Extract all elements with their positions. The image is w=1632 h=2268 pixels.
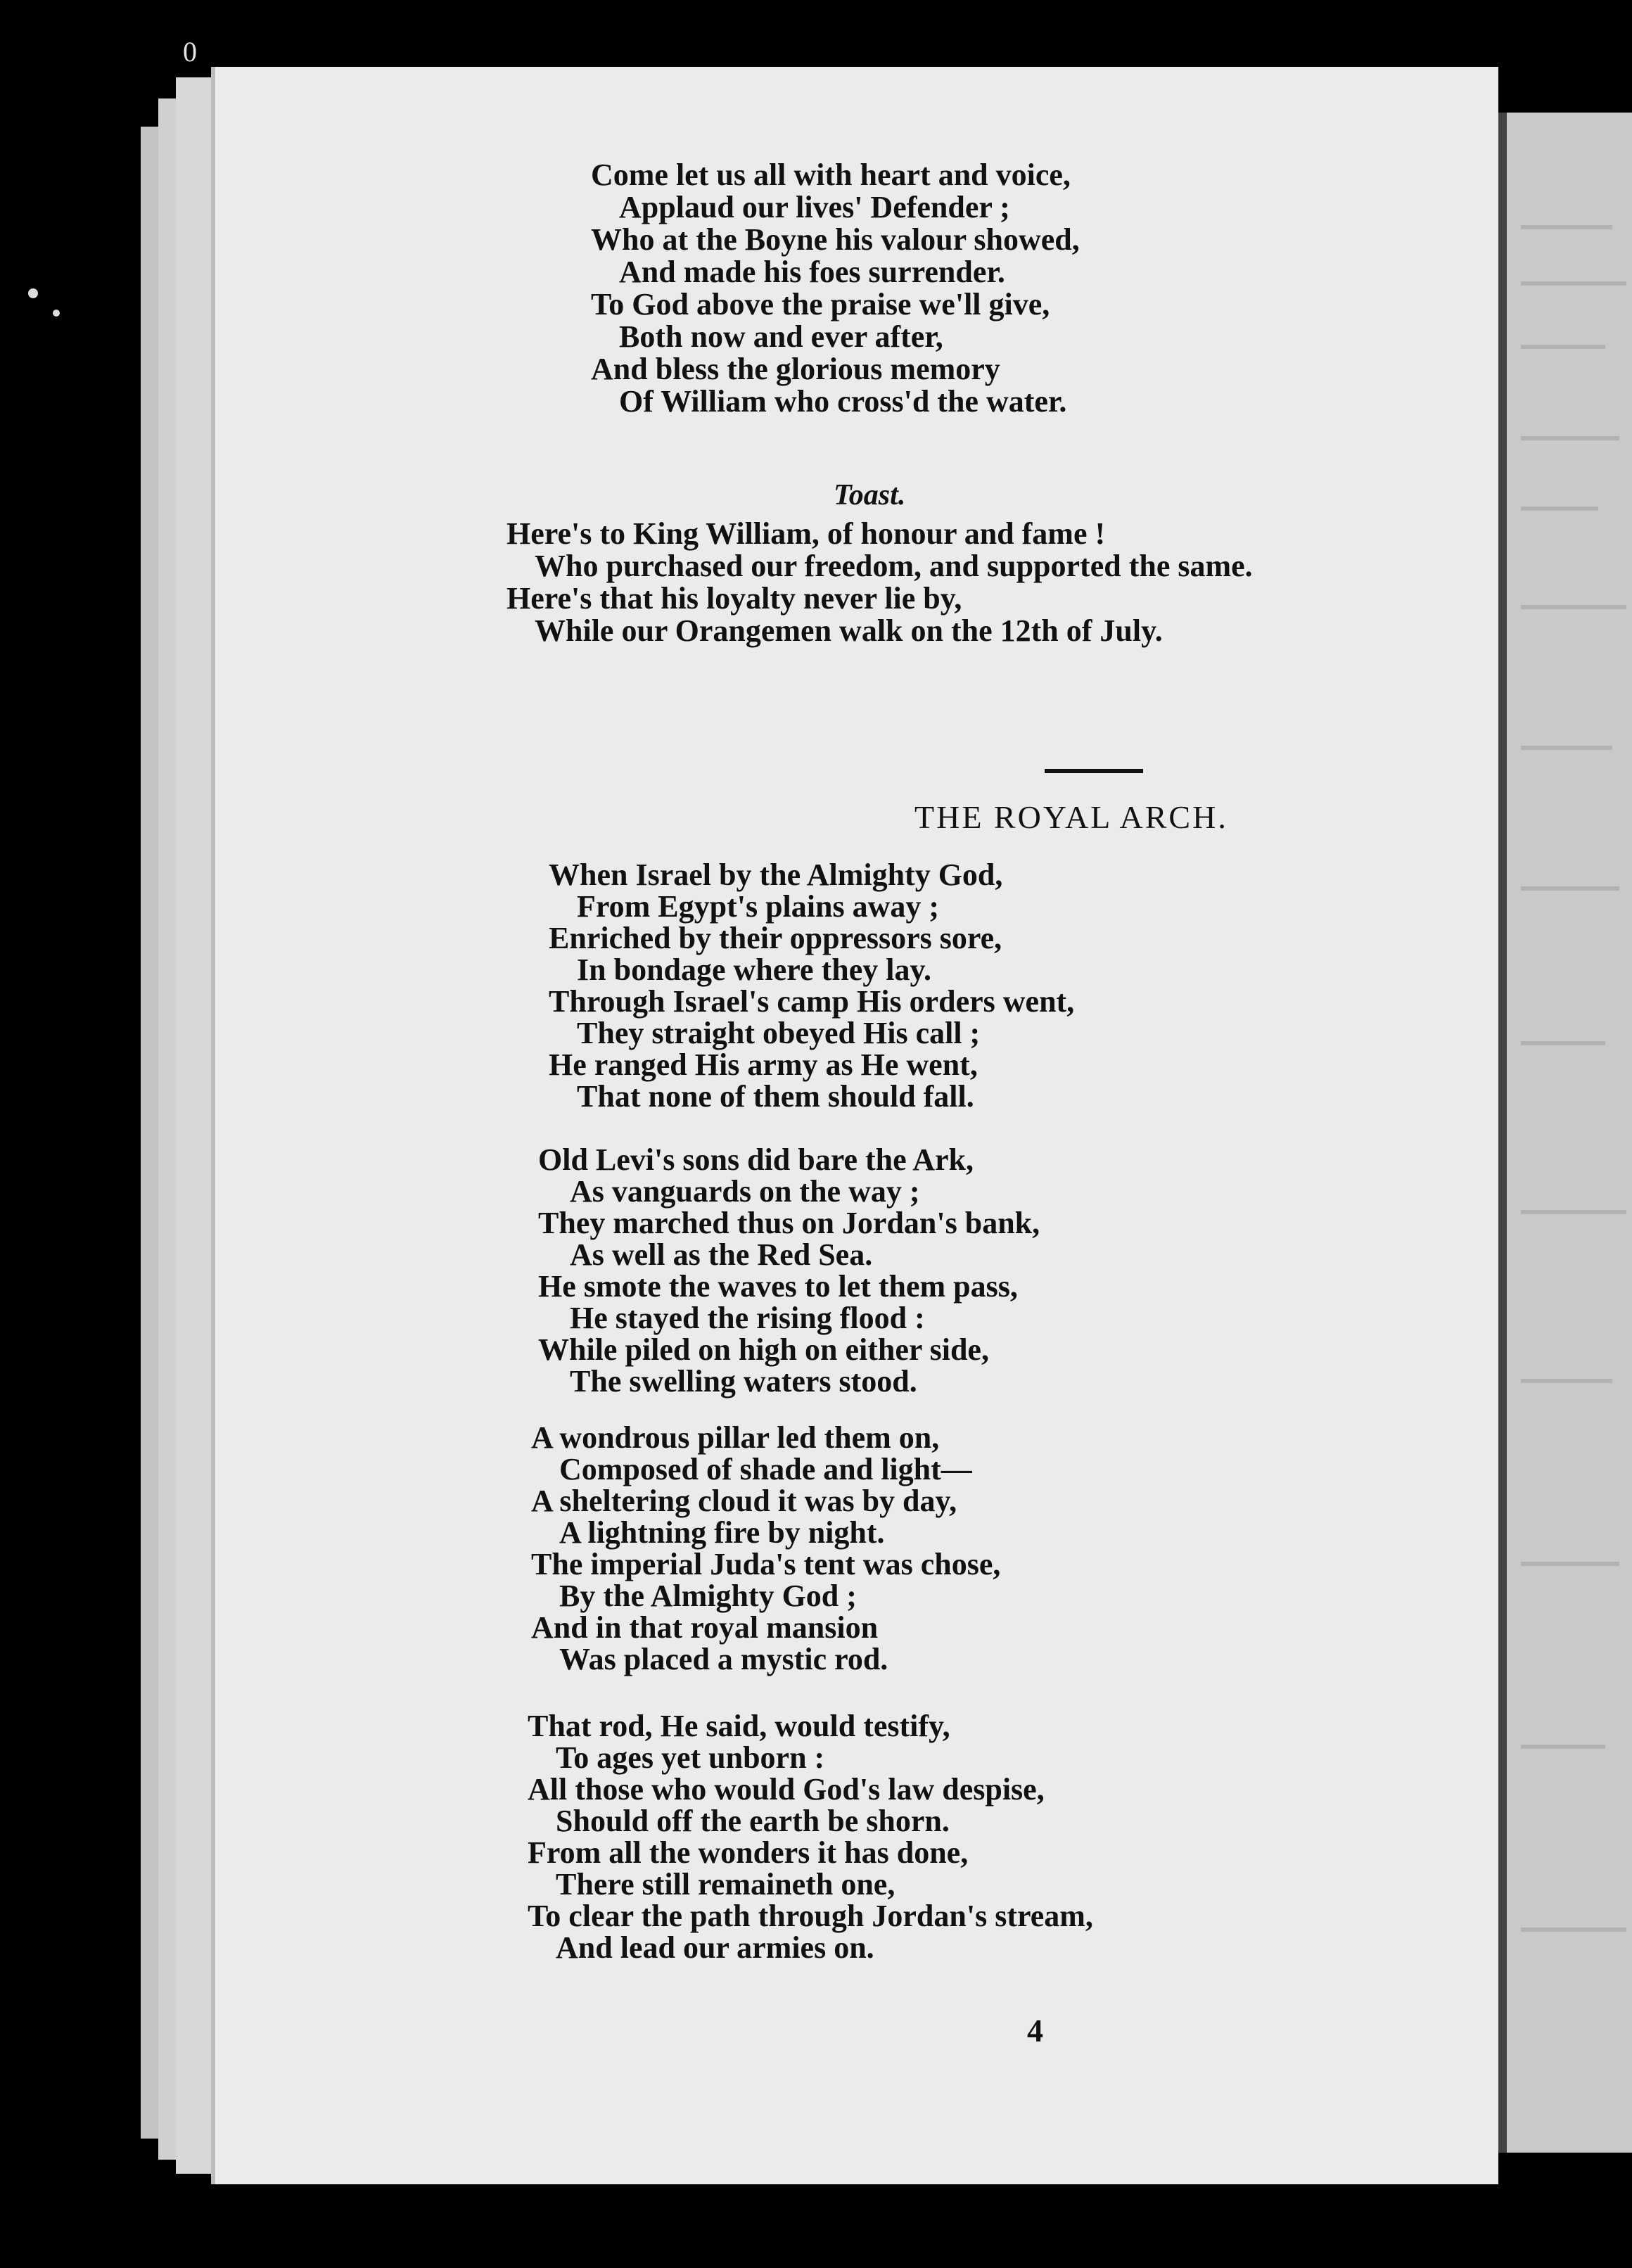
stanza-line: And bless the glorious memory [591,352,1000,386]
toast-line: Here's to King William, of honour and fame ! [506,516,1106,551]
verse-line: From Egypt's plains away ; [577,889,940,924]
page-content [211,67,1498,2184]
toast-title: Toast. [834,479,906,511]
verse-line: They straight obeyed His call ; [577,1016,981,1050]
verse-line: A lightning fire by night. [559,1515,885,1550]
verse-line: When Israel by the Almighty God, [549,858,1003,892]
verse-line: In bondage where they lay. [577,953,932,987]
verse-line: He ranged His army as He went, [549,1047,978,1082]
toast-line: Here's that his loyalty never lie by, [506,581,962,616]
scan-speck [28,288,38,298]
verse-line: That rod, He said, would testify, [528,1709,950,1743]
verse-line: The swelling waters stood. [570,1364,917,1399]
stanza-line: Both now and ever after, [619,319,943,354]
verse-line: That none of them should fall. [577,1079,974,1114]
corner-mark: 0 [183,36,197,68]
verse-line: Should off the earth be shorn. [556,1804,950,1838]
stanza-line: Applaud our lives' Defender ; [619,190,1010,224]
section-divider [1045,769,1143,773]
page-number: 4 [1027,2013,1043,2049]
verse-line: Old Levi's sons did bare the Ark, [538,1142,974,1177]
verse-line: By the Almighty God ; [559,1579,857,1613]
book-page [211,67,1498,2184]
verse-line: And lead our armies on. [556,1930,874,1965]
stanza-line: Come let us all with heart and voice, [591,158,1071,192]
verse-line: They marched thus on Jordan's bank, [538,1206,1040,1240]
verse-line: He smote the waves to let them pass, [538,1269,1018,1304]
stanza-line: Who at the Boyne his valour showed, [591,222,1080,257]
verse-line: To clear the path through Jordan's stream, [528,1899,1093,1933]
verse-line: The imperial Juda's tent was chose, [531,1547,1001,1581]
verse-line: Through Israel's camp His orders went, [549,984,1075,1019]
song-title: THE ROYAL ARCH. [914,799,1228,835]
stanza-line: And made his foes surrender. [619,255,1005,289]
scan-speck [53,310,60,317]
verse-line: A sheltering cloud it was by day, [531,1484,957,1518]
verse-line: As vanguards on the way ; [570,1174,920,1209]
stanza-line: Of William who cross'd the water. [619,384,1067,419]
verse-line: While piled on high on either side, [538,1332,989,1367]
verse-line: As well as the Red Sea. [570,1237,873,1272]
verse-line: And in that royal mansion [531,1610,879,1645]
verse-line: To ages yet unborn : [556,1740,825,1775]
verse-line: Composed of shade and light— [559,1452,972,1486]
verse-line: He stayed the rising flood : [570,1301,925,1335]
verse-line: A wondrous pillar led them on, [531,1420,940,1455]
verse-line: Was placed a mystic rod. [559,1642,888,1676]
facing-page [1491,113,1632,2153]
verse-line: All those who would God's law despise, [528,1772,1045,1807]
toast-line: Who purchased our freedom, and supported the same. [535,549,1253,583]
toast-line: While our Orangemen walk on the 12th of July. [535,613,1163,648]
verse-line: From all the wonders it has done, [528,1835,969,1870]
verse-line: Enriched by their oppressors sore, [549,921,1002,955]
verse-line: There still remaineth one, [556,1867,895,1901]
stanza-line: To God above the praise we'll give, [591,287,1050,321]
